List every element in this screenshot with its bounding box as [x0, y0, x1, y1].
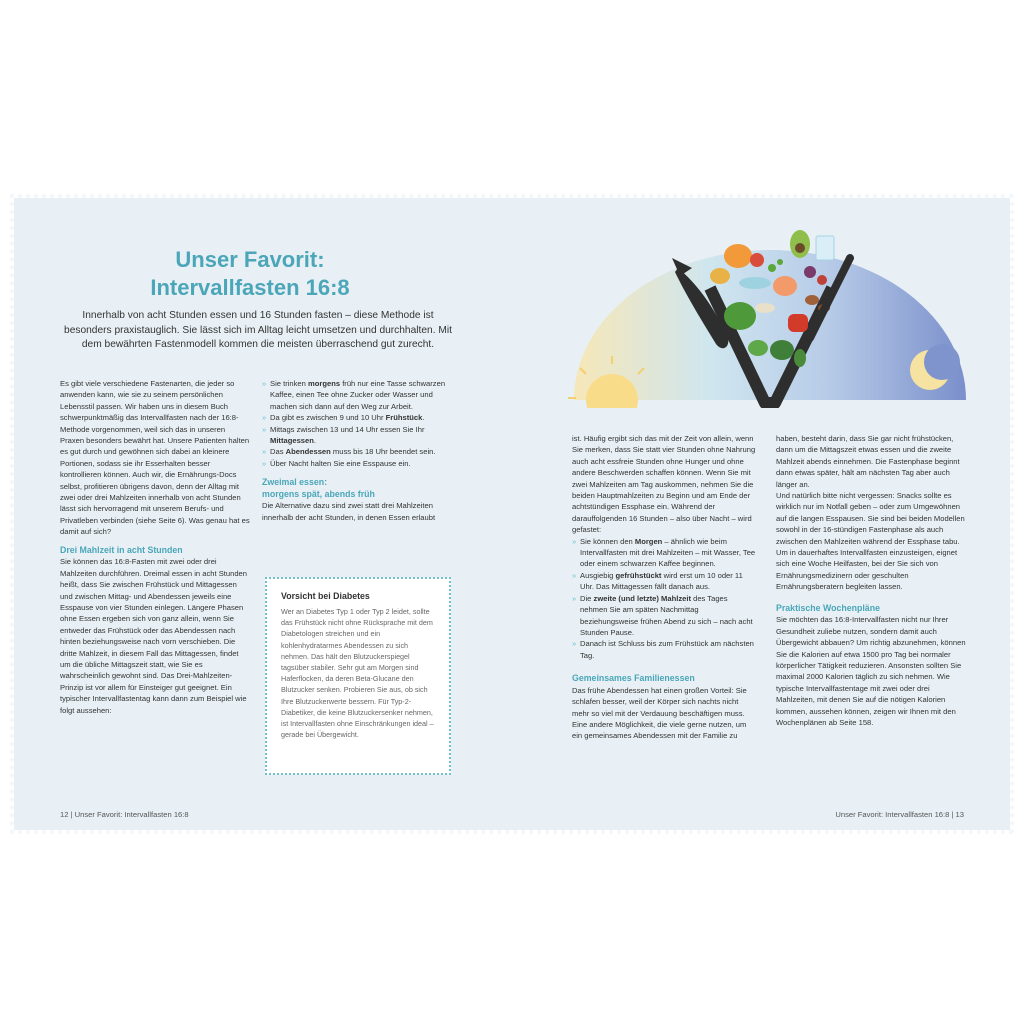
list-item: » Mittags zwischen 13 und 14 Uhr essen Sie Ihr Mittagessen. — [262, 424, 425, 446]
subheading: Zweimal essen: morgens spät, abends früh — [262, 477, 375, 499]
paragraph: ist. Häufig ergibt sich das mit der Zeit von allein, wenn Sie merken, dass Sie statt vier Stunden ohne Nahrung auch acht essfreie Stunden ohne Hunger und ohne andere Beschwerden schaffen können. Wenn Sie mit zwei Mahlzeiten am Tag auskommen, nehmen Sie die beiden Hauptmahlzeiten zu Beginn und am Ende der achtstündigen Essphase ein. Während der darauffolgenden 16 Stunden – also über Nacht – wird gefastet: — [572, 434, 756, 535]
paragraph: Das frühe Abendessen hat einen großen Vorteil: Sie schlafen besser, weil der Körper sich nachts nicht mehr so viel mit der Verdauung beschäftigen muss. Eine andere Möglichkeit, die viele gerne nutzen, um ein gemeinsames Abendessen mit der Familie zu — [572, 685, 747, 741]
column-4 — [776, 433, 966, 728]
chevron-icon: » — [572, 639, 577, 649]
page-footer-left: 12 | Unser Favorit: Intervallfasten 16:8 — [60, 810, 189, 819]
title-line-1: Unser Favorit: — [175, 247, 325, 272]
column-3 — [572, 433, 757, 742]
list-item: » Da gibt es zwischen 9 und 10 Uhr Frühstück. — [262, 413, 425, 423]
chevron-icon: » — [572, 593, 577, 603]
box-text: Wer an Diabetes Typ 1 oder Typ 2 leidet, sollte das Frühstück nicht ohne Rücksprache mit dem Diabetologen streichen und ein kohlenhydratarmes Abendessen zu sich nehmen. Das hält den Blutzuckerspiegel tagsüber stabiler. Sehr gut am Morgen sind Haferflocken, da deren Beta-Glucane den Blutzucker senken. Probieren Sie aus, ob sich Ihre Blutzuckerwerte bessern. Für Typ-2-Diabetiker, die keine Blutzuckersenker nehmen, ist Intervallfasten ohne Einschränkungen ideal – gerade bei Übergewicht. — [281, 607, 434, 740]
chevron-icon: » — [262, 458, 267, 468]
chevron-icon: » — [262, 424, 267, 434]
list-item: » Danach ist Schluss bis zum Frühstück am nächsten Tag. — [572, 639, 754, 660]
subheading: Praktische Wochenpläne — [776, 602, 880, 613]
box-title: Vorsicht bei Diabetes — [281, 591, 370, 601]
list-item: » Die zweite (und letzte) Mahlzeit des Tages nehmen Sie am späten Nachmittag beziehungsweise frühen Abend zu sich – nach acht Stunden Pause. — [572, 593, 753, 637]
paragraph: Es gibt viele verschiedene Fastenarten, die jeder so anwenden kann, wie sie zu seinem persönlichen Lebensstil passen. Wir haben uns in diesem Buch schwerpunktmäßig das Intervallfasten nach der 16:8-Methode vorgenommen, weil sich das in unseren Praxen besonders bewährt hat. Unsere Patienten halten es gut durch und gewöhnen sich dabei an kleinere Portionen, sodass sie ihr Esserhalten besser kontrollieren können. Auch wir, die Ernährungs-Docs selbst, profitieren übrigens davon, denn der Alltag mit zwei oder drei Mahlzeiten innerhalb von acht Stunden lässt sich hervorragend mit unserem Berufs- und Privatleben verbinden (siehe Seite 6). Was genau hat es damit auf sich? — [60, 379, 250, 537]
subheading: Drei Mahlzeit in acht Stunden — [60, 544, 183, 555]
chevron-icon: » — [262, 447, 267, 457]
list-item: » Ausgiebig gefrühstückt wird erst um 10 oder 11 Uhr. Das Mittagessen fällt danach aus. — [572, 570, 743, 592]
paragraph: haben, besteht darin, dass Sie gar nicht frühstücken, dann um die Mittagszeit etwas essen und die zweite Mahlzeit abends einnehmen. Die Fastenphase beginnt dann etwas später, hält am nächsten Tag aber auch länger an. — [776, 434, 960, 489]
paragraph: Die Alternative dazu sind zwei statt drei Mahlzeiten innerhalb der acht Stunden, in denen Essen erlaubt — [262, 501, 436, 522]
column-1 — [60, 378, 250, 716]
list-item: » Sie können den Morgen – ähnlich wie beim Intervallfasten mit drei Mahlzeiten – mit Wasser, Tee oder einem schwarzen Kaffee beginnen. — [572, 536, 756, 569]
list-item: » Über Nacht halten Sie eine Esspause ein. — [262, 458, 411, 468]
page-title — [80, 246, 420, 302]
page-footer-right: Unser Favorit: Intervallfasten 16:8 | 13 — [835, 810, 964, 819]
chevron-icon: » — [572, 570, 577, 580]
paragraph: Und natürlich bitte nicht vergessen: Snacks sollte es wirklich nur im Notfall geben – oder zum Umgewöhnen auf die langen Esspausen. Sie sind bei beiden Modellen sowohl in der 16-stündigen Fastenphase als auch zwischen den Mahlzeiten während der Essphase tabu. Um in dauerhaftes Intervallfasten einzusteigen, eignet sich eine Woche Heilfasten, bei der Sie sich von Ernährungsmedizinern oder geschulten Ernährungsberatern begleiten lassen. — [776, 491, 965, 592]
chevron-icon: » — [262, 379, 267, 388]
chevron-icon: » — [572, 536, 577, 546]
sky-semicircle — [574, 250, 966, 400]
fasting-clock-illustration — [560, 228, 972, 408]
diabetes-info-box — [265, 577, 451, 775]
paragraph: Sie möchten das 16:8-Intervallfasten nicht nur Ihrer Gesundheit zuliebe nutzen, sondern damit auch Übergewicht abbauen? Um richtig abzunehmen, können Sie die Kalorien auf etwa 1500 pro Tag bei normaler körperlicher Tätigkeit reduzieren. Ansonsten sollten Sie maximal 2000 Kalorien täglich zu sich nehmen. Wie typische Intervallfastentage mit zwei oder drei Mahlzeiten, mit denen Sie auf die nötigen Kalorien kommen, aussehen können, zeigen wir Ihnen mit den Wochenplänen ab Seite 158. — [776, 615, 966, 727]
subheading: Gemeinsames Familienessen — [572, 673, 695, 684]
list-item: » Sie trinken morgens früh nur eine Tasse schwarzen Kaffee, einen Tee ohne Zucker oder Wasser und machen sich dann auf den Weg zur Arbeit. — [262, 379, 446, 411]
title-line-2: Intervallfasten 16:8 — [150, 275, 350, 300]
chevron-icon: » — [262, 413, 267, 423]
column-2 — [262, 378, 452, 523]
intro-text: Innerhalb von acht Stunden essen und 16 Stunden fasten – diese Methode ist besonders praxistauglich. Sie lässt sich im Alltag leicht umsetzen und durchhalten. Mit dem bewährten Fastenmodell kommen die meisten überraschend gut zurecht. — [64, 310, 452, 351]
paragraph: Sie können das 16:8-Fasten mit zwei oder drei Mahlzeiten durchführen. Dreimal essen in acht Stunden heißt, dass Sie zwischen Frühstück und Mittagessen und zwischen Mittag- und Abendessen jeweils eine Esspause von vier Stunden einlegen. Längere Phasen ohne Essen ergeben sich von ganz allein, wenn Sie entweder das Frühstück oder das Abendessen nach hinten beziehungsweise nach vorn verschieben. Die dritte Mahlzeit, in diesem Fall das Mittagessen, findet um die übliche Mittagszeit statt, wie Sie es wahrscheinlich gewohnt sind. Das Drei-Mahlzeiten-Prinzip ist vor allem für Einsteiger gut geeignet. Ein typischer Intervallfastentag kann dann zum Beispiel wie folgt aussehen: — [60, 557, 247, 715]
list-item: » Das Abendessen muss bis 18 Uhr beendet sein. — [262, 447, 436, 457]
